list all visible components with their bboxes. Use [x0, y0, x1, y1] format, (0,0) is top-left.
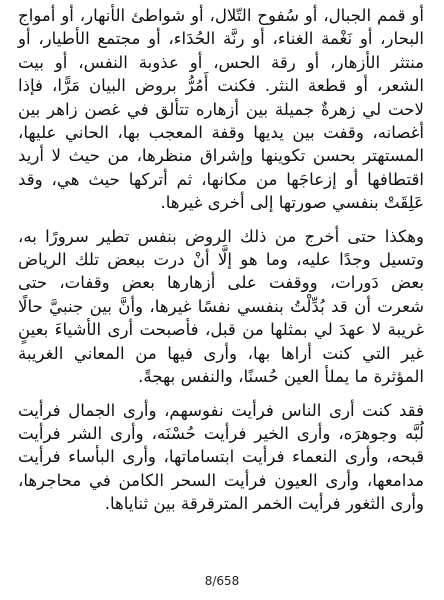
text-paragraph-3: فقد كنت أرى الناس فرأيت نفوسهم، وأرى الجمال فرأيت لُبَّه وجوهرَه، وأرى الخير فرأيت حُسْنَه، وأرى الشر فرأيت قبحه، وأرى النعماء فرأيت ابتساماتها، وأرى البأساء فرأيت مدامعها، وأرى العيون فرأيت السحر الكامن في محاجرها، وأرى الثغور فرأيت الخمر المترقرقة بين ثناياها.: [18, 400, 424, 514]
page-indicator: 8/658: [204, 574, 240, 588]
text-paragraph-2: وهكذا حتى أخرج من ذلك الروض بنفس تطير سرورًا به، وتسيل وجدًا عليه، وما هو إلَّا أنْ درت ببعض تلك الرياض بعض دَورات، ووقفت على أزهارها بعض وقفات، حتى شعرت أن قد بُدِّلْتُ بنفسي نفسًا غيرها، وأنَّ بين جنبيَّ حالًا غريبة لا عهدَ لي بمثلها من قبل، فأصبحت أرى الأشياءَ بعينٍ غير التي كنت أراها بها، وأرى فيها من المعاني الغريبة المؤثرة ما يملأ العين حُسنًا، والنفس بهجةً.: [18, 226, 424, 387]
text-paragraph-1: أو قمم الجبال، أو سُفوح التّلال، أو شواطئ الأنهار، أو أمواج البحار، أو نَغْمة الغناء، أو رنَّة الحُدَاء، أو مجتمع الأطيار، أو منتثر الأزهار، أو رقة الحس، أو عذوبة النفس، أو بيت الشعر، أو قطعة النثر. فكنت أَمُرُّ بروض البيان مَرًّا، فإذا لاحت لي زهرةٌ جميلة بين أزهاره تتألق في غصن زاهر بين أغصانه، وقفت بين يديها وقفة المعجب بها، الحاني عليها، المستهتر بحسن تكوينها وإشراق منظرها، من حيث لا أريد اقتطافها أو إزعاجَها من مكانها، ثم أتركها حيث هي، وقد عَلِقَتْ بنفسي صورتها إلى أخرى غيرها.: [18, 6, 424, 213]
